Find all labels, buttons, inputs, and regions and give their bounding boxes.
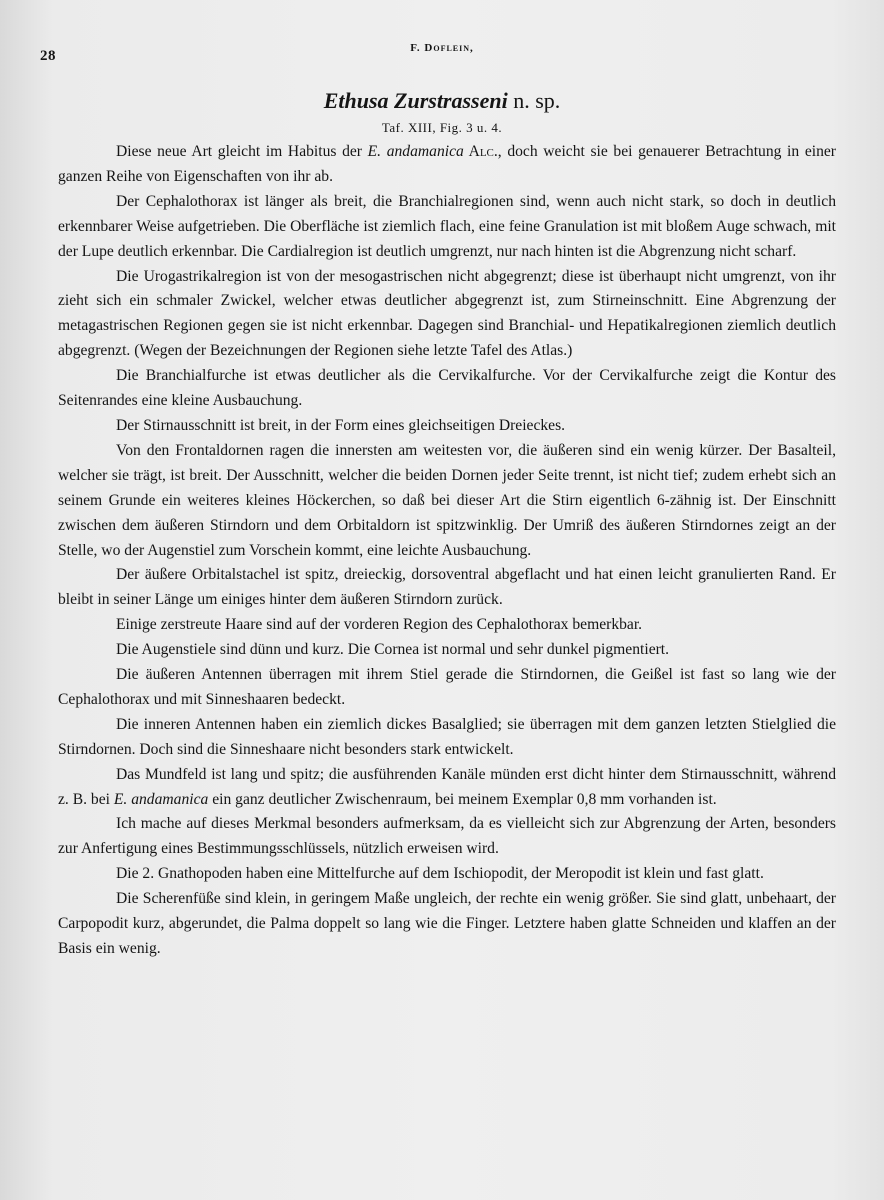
page-header <box>0 40 884 70</box>
species-ref: E. andamanica <box>367 143 464 160</box>
paragraph-13: Ich mache auf dieses Merkmal besonders aufmerksam, da es vielleicht sich zur Abgrenzung der Arten, besonders zur Anfertigung eines Bestimmungsschlüssels, nützlich erweisen wird. <box>58 815 836 858</box>
paragraph-15: Die Scherenfüße sind klein, in geringem Maße ungleich, der rechte ein wenig größer. Sie sind glatt, unbehaart, der Carpopodit kurz, abgerundet, die Palma doppelt so lang wie die Finger. Letztere haben glatte Schneiden und klaffen an der Basis ein wenig. <box>58 890 836 957</box>
paragraph-1: Diese neue Art gleicht im Habitus der E. andamanica Alc., doch weicht sie bei genauerer Betrachtung in einer ganzen Reihe von Eigenschaften von ihr ab. <box>58 143 836 185</box>
plate-reference: Taf. XIII, Fig. 3 u. 4. <box>381 120 503 135</box>
paragraph-4: Die Branchialfurche ist etwas deutlicher als die Cervikalfurche. Vor der Cervikalfurche zeigt die Kontur des Seitenrandes eine kleine Ausbauchung. <box>58 367 836 410</box>
paragraph-6: Von den Frontaldornen ragen die innersten am weitesten vor, die äußeren sind ein wenig kürzer. Der Basalteil, welcher sie trägt, ist breit. Der Ausschnitt, welcher die beiden Dornen jeder Seite trennt, ist nicht tief; zudem erhebt sich an seinem Grunde ein weiteres kleines Höckerchen, so daß bei dieser Art die Stirn eigentlich 6-zähnig ist. Der Einschnitt zwischen dem äußeren Stirndorn und dem Orbitaldorn ist spitzwinklig. Der Umriß des äußeren Stirndornes zeigt an der Stelle, wo der Augenstiel zum Vorschein kommt, eine leichte Ausbauchung. <box>58 441 836 559</box>
paragraph-14: Die 2. Gnathopoden haben eine Mittelfurche auf dem Ischiopodit, der Meropodit ist klein und fast glatt. <box>116 865 764 883</box>
body-text <box>58 140 836 962</box>
paragraph-12: Das Mundfeld ist lang und spitz; die ausführenden Kanäle münden erst dicht hinter dem Stirnausschnitt, während z. B. bei E. andamanica ein ganz deutlicher Zwischenraum, bei meinem Exemplar 0,8 mm vorhanden ist. <box>58 765 836 808</box>
author-abbrev: Alc. <box>463 143 498 160</box>
paragraph-7: Der äußere Orbitalstachel ist spitz, dreieckig, dorsoventral abgeflacht und hat einen leicht granulierten Rand. Er bleibt in seiner Länge um einiges hinter dem äußeren Stirndorn zurück. <box>58 566 836 609</box>
page-number: 28 <box>40 48 56 64</box>
paragraph-11: Die inneren Antennen haben ein ziemlich dickes Basalglied; sie überragen mit dem ganzen letzten Stielglied die Stirndornen. Doch sind die Sinneshaare nicht besonders stark entwickelt. <box>58 715 836 758</box>
species-ref: E. andamanica <box>113 790 209 808</box>
paragraph-9: Die Augenstiele sind dünn und kurz. Die Cornea ist normal und sehr dunkel pigmentiert. <box>116 641 670 659</box>
species-name: Ethusa Zurstrasseni <box>323 88 508 113</box>
section-title <box>0 88 884 114</box>
title-suffix: n. sp. <box>513 88 561 113</box>
paragraph-10: Die äußeren Antennen überragen mit ihrem Stiel gerade die Stirndornen, die Geißel ist fast so lang wie der Cephalothorax und mit Sinneshaaren bedeckt. <box>58 666 836 708</box>
paragraph-3: Die Urogastrikalregion ist von der mesogastrischen nicht abgegrenzt; diese ist überhaupt nicht umgrenzt, von ihr zieht sich ein schmaler Zwickel, welcher etwas deutlicher abgegrenzt ist, zum Stirneinschnitt. Eine Abgrenzung der metagastrischen Regionen gegen sie ist nicht erkennbar. Dagegen sind Branchial- und Hepatikalregionen ziemlich deutlich abgegrenzt. (Wegen der Bezeichnungen der Regionen siehe letzte Tafel des Atlas.) <box>58 267 836 360</box>
paragraph-5: Der Stirnausschnitt ist breit, in der Form eines gleichseitigen Dreieckes. <box>116 416 566 434</box>
paragraph-2: Der Cephalothorax ist länger als breit, die Branchialregionen sind, wenn auch nicht stark, so doch in deutlich erkennbarer Weise aufgetrieben. Die Oberfläche ist ziemlich flach, eine feine Granulation ist mit bloßem Auge schwach, mit der Lupe deutlich erkennbar. Die Cardialregion ist deutlich umgrenzt, nur nach hinten ist die Abgrenzung nicht scharf. <box>58 192 836 260</box>
paragraph-8: Einige zerstreute Haare sind auf der vorderen Region des Cephalothorax bemerkbar. <box>116 616 643 634</box>
running-head: F. Doflein, <box>410 42 474 54</box>
